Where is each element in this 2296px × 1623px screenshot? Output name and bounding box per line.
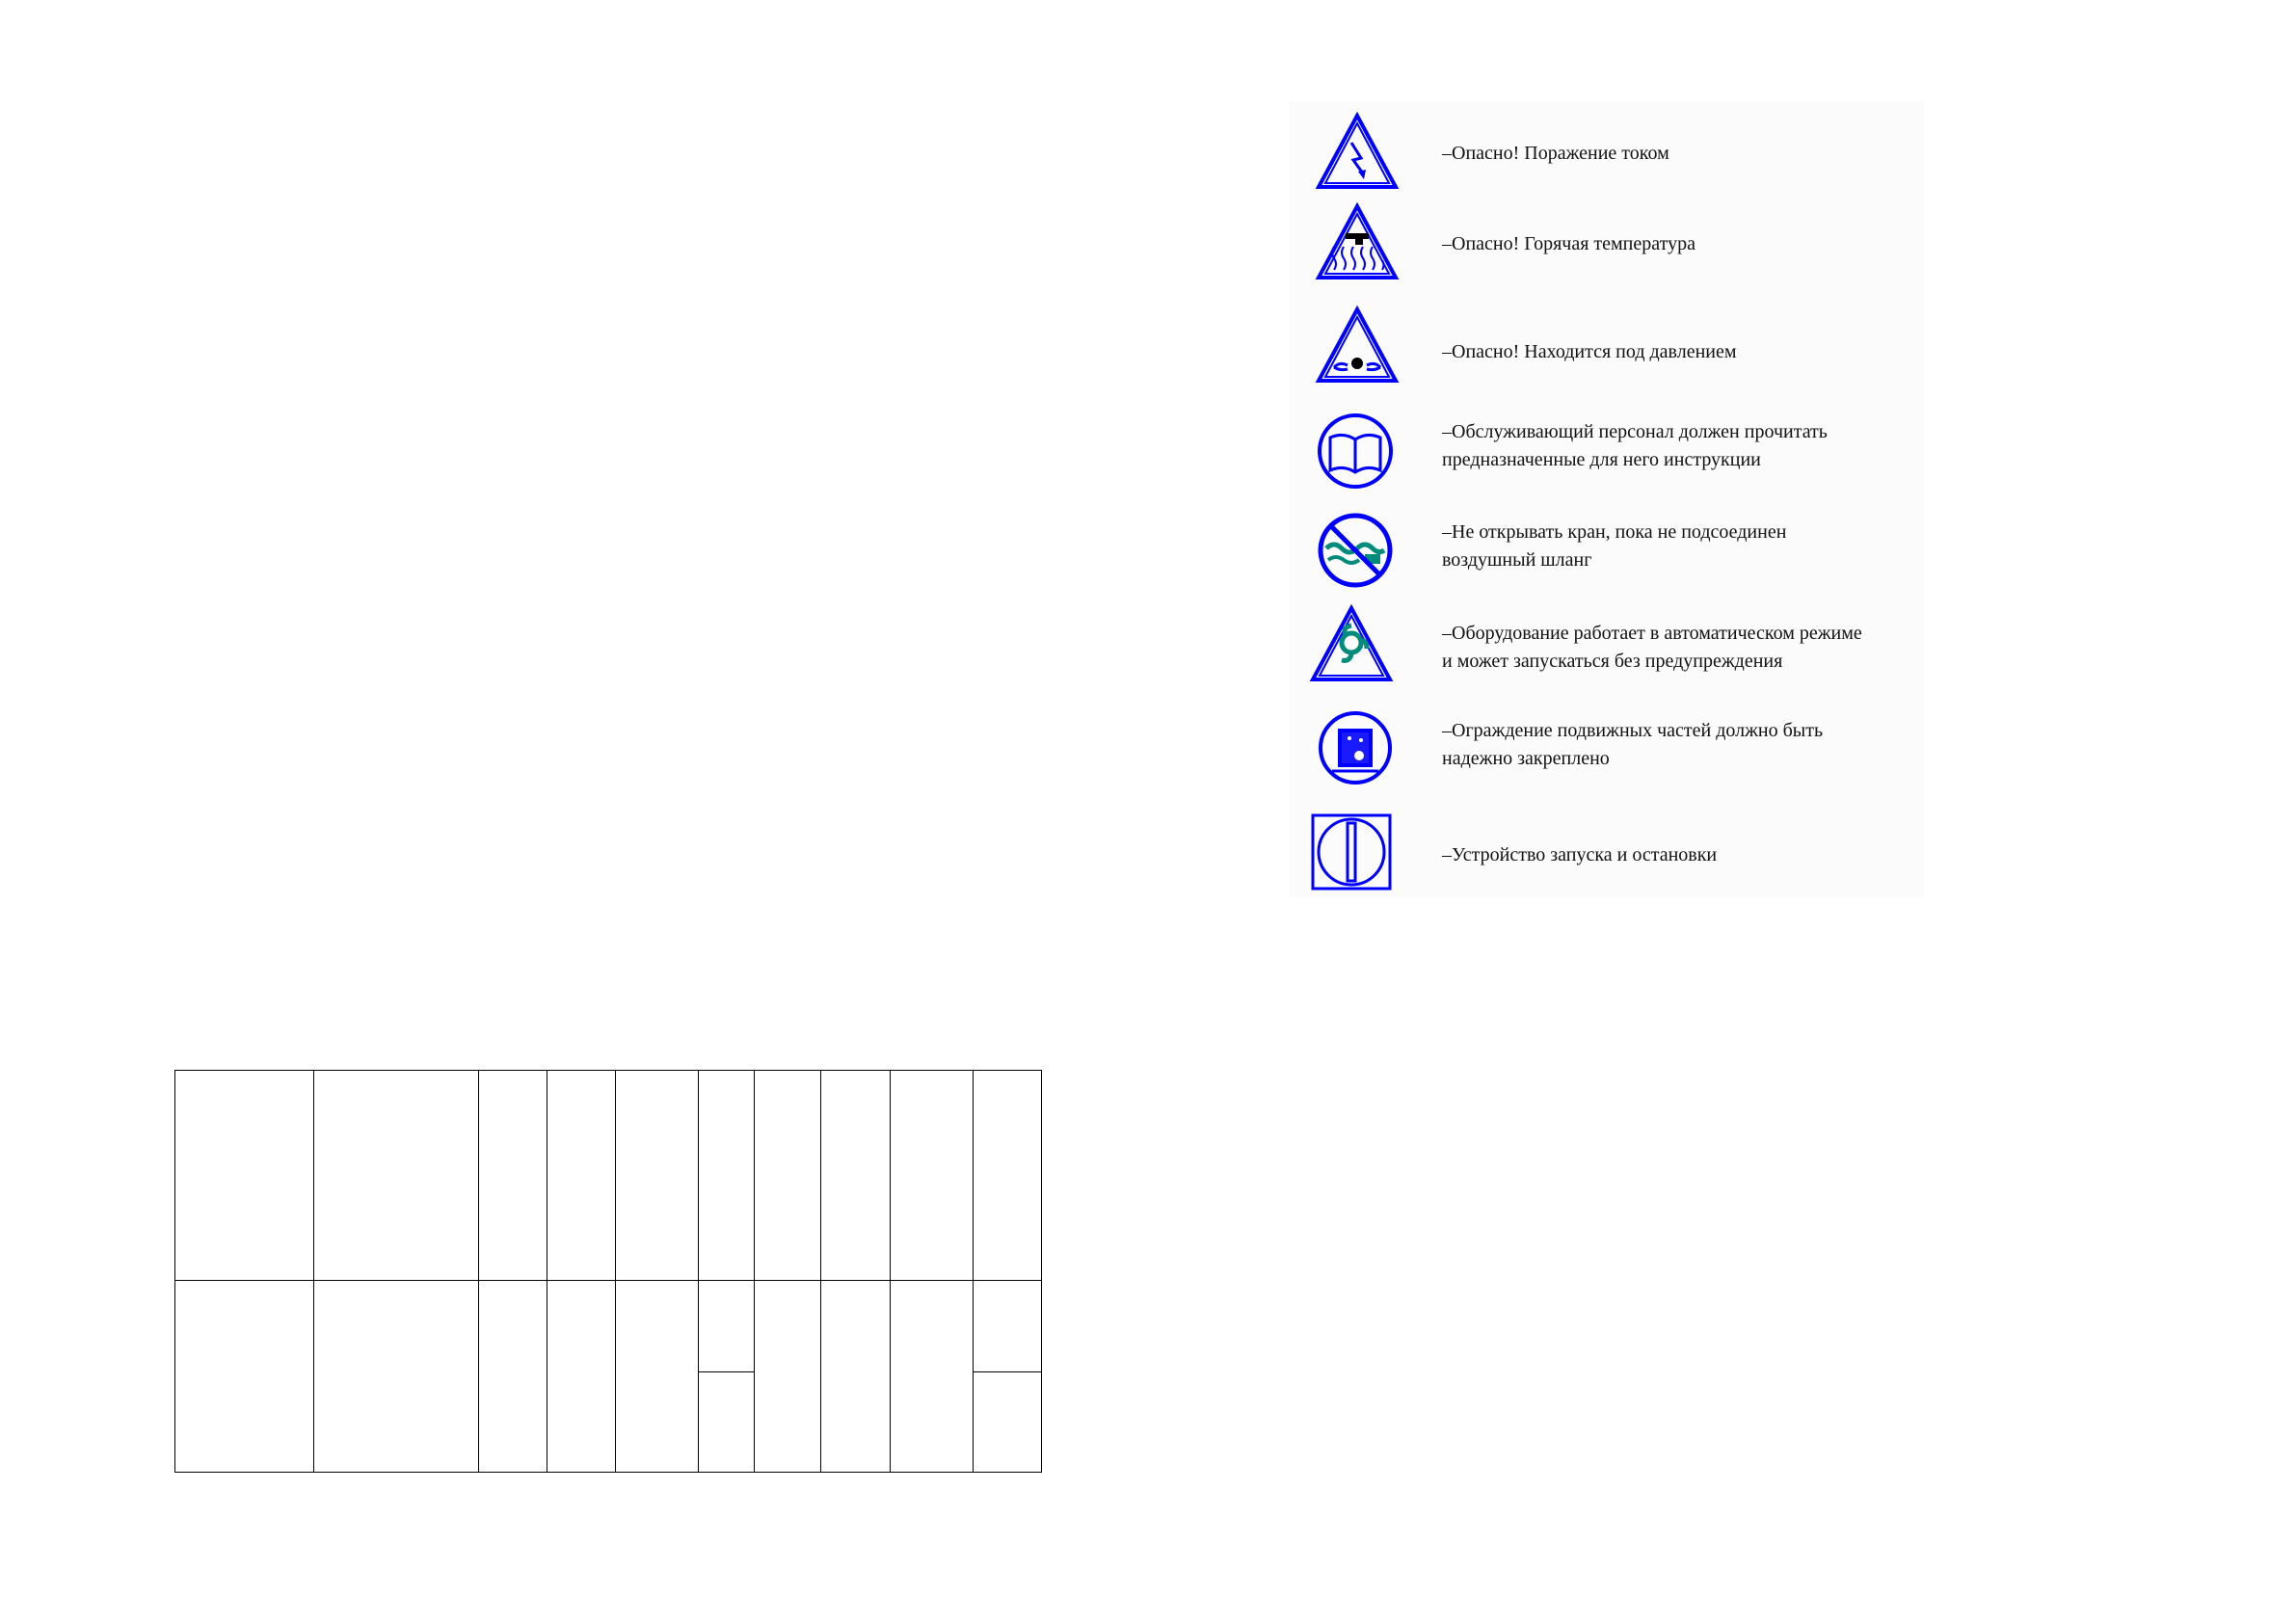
legend-text: –Устройство запуска и остановки (1442, 844, 1718, 865)
no-open-valve-icon (1315, 510, 1403, 599)
legend-item-automatic-start (1290, 602, 1924, 691)
legend-item-read-manual (1290, 407, 1924, 495)
legend-item-no-open-valve (1290, 506, 1924, 595)
legend-text: –Не открывать кран, пока не подсоединен воздушный шланг (1442, 521, 1787, 571)
electric-shock-warning-icon (1313, 110, 1402, 199)
read-manual-icon (1315, 411, 1403, 499)
hot-surface-warning-icon (1313, 200, 1402, 289)
legend-text: –Опасно! Находится под давлением (1442, 341, 1737, 362)
legend-text: –Опасно! Поражение током (1442, 143, 1669, 164)
automatic-start-warning-icon (1307, 602, 1396, 691)
legend-item-hot-temperature (1290, 200, 1924, 289)
legend-text: –Обслуживающий персонал должен прочитать предназначенные для него инструкции (1442, 421, 1828, 470)
pressure-warning-icon (1313, 304, 1402, 392)
legend-text: –Ограждение подвижных частей должно быть надежно закреплено (1442, 720, 1824, 769)
legend-item-guard-secured (1290, 704, 1924, 792)
legend-item-pressure (1290, 304, 1924, 392)
legend-text: –Оборудование работает в автоматическом режиме и может запускаться без предупреждения (1442, 623, 1862, 672)
empty-grid-table (174, 1070, 1042, 1473)
legend-item-start-stop (1290, 810, 1924, 898)
start-stop-device-icon (1307, 810, 1396, 898)
legend-text: –Опасно! Горячая температура (1442, 233, 1695, 254)
guard-secured-icon (1313, 707, 1402, 796)
safety-signs-legend (1290, 101, 1924, 897)
legend-item-electric-shock (1290, 110, 1924, 199)
